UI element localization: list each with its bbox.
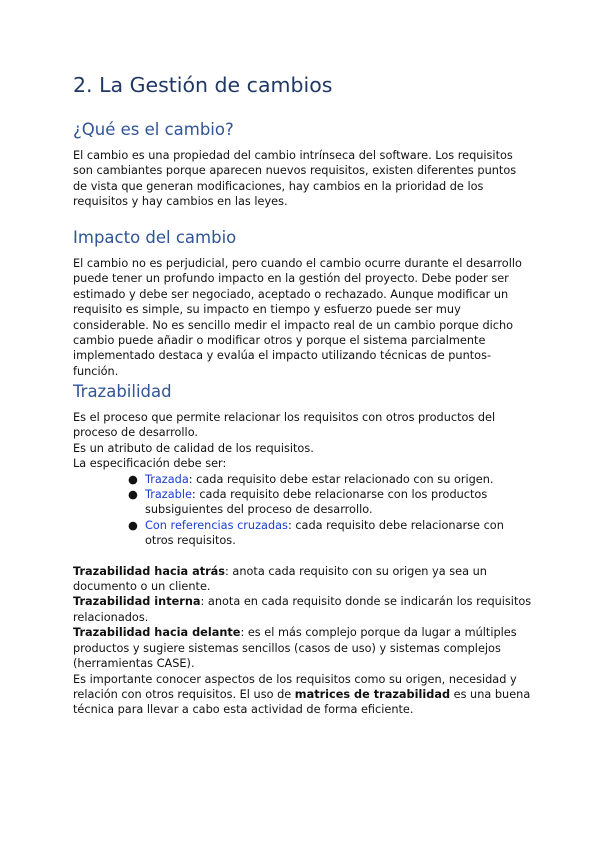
paragraph: El cambio es una propiedad del cambio intrínseca del software. Los requisitos son cambiantes porque aparecen nuevos requisitos, existen diferentes puntos de vista que generan modificaciones, hay cambios en la prioridad de los requisitos y hay cambios en las leyes.	[73, 149, 517, 209]
page-title: 2. La Gestión de cambios	[73, 73, 333, 97]
paragraph: El cambio no es perjudicial, pero cuando el cambio ocurre durante el desarrollo puede tener un profundo impacto en la gestión del proyecto. Debe poder ser estimado y debe ser negociado, aceptado o rechazado. Aunque modificar un requisito es simple, su impacto en tiempo y esfuerzo puede ser muy considerable. No es sencillo medir el impacto real de un cambio porque dicho cambio puede añadir o modificar otros y porque el sistema parcialmente implementado destaca y evalúa el impacto utilizando técnicas de puntos-función.	[73, 257, 522, 378]
list-item	[73, 518, 533, 549]
paragraph-line: Es el proceso que permite relacionar los requisitos con otros productos del proceso de desarrollo.	[73, 411, 496, 440]
definition	[73, 564, 533, 595]
section-heading-impacto: Impacto del cambio	[73, 228, 237, 247]
closing-text-end: es una buena técnica para llevar a cabo esta actividad de forma eficiente.	[73, 687, 531, 717]
definition	[73, 625, 533, 671]
closing-bold: matrices de trazabilidad	[294, 687, 451, 701]
definition-text: : anota en cada requisito donde se indicarán los requisitos relacionados.	[73, 595, 532, 624]
definition-text: : anota cada requisito con su origen ya sea un documento o un cliente.	[73, 564, 487, 594]
list-item	[73, 487, 533, 518]
list-item	[73, 472, 533, 487]
closing-paragraph	[73, 672, 533, 718]
section-heading-trazabilidad: Trazabilidad	[73, 382, 172, 401]
section-heading-que-es: ¿Qué es el cambio?	[73, 120, 234, 139]
specification-list	[73, 472, 533, 549]
bullet-icon: ●	[128, 488, 138, 502]
definition-term: Trazabilidad hacia atrás	[73, 564, 226, 578]
definition-term: Trazabilidad hacia delante	[73, 626, 241, 640]
definition-text: : es el más complejo porque da lugar a múltiples productos y sugiere sistemas sencillos (casos de uso) y sistemas complejos (herramientas CASE).	[73, 626, 517, 671]
section-body-que-es	[73, 148, 533, 210]
section-body-impacto	[73, 256, 533, 379]
list-item-text: : cada requisito debe estar relacionado con su origen.	[188, 472, 494, 486]
section-body-trazabilidad	[73, 410, 533, 718]
term-link[interactable]: Con referencias cruzadas	[145, 518, 288, 532]
bullet-icon: ●	[128, 518, 138, 532]
paragraph-line: La especificación debe ser:	[73, 457, 227, 471]
closing-text: Es importante conocer aspectos de los requisitos como su origen, necesidad y relación con otros requisitos. El uso de	[73, 672, 517, 701]
definition	[73, 594, 533, 625]
term-link[interactable]: Trazable	[145, 488, 192, 502]
paragraph-line: Es un atributo de calidad de los requisitos.	[73, 441, 314, 455]
term-link[interactable]: Trazada	[145, 472, 189, 486]
bullet-icon: ●	[128, 472, 138, 486]
list-item-text: : cada requisito debe relacionarse con otros requisitos.	[145, 518, 504, 548]
list-item-text: : cada requisito debe relacionarse con los productos subsiguientes del proceso de desarrollo.	[145, 488, 488, 517]
spacer	[73, 549, 533, 564]
definition-term: Trazabilidad interna	[73, 595, 201, 609]
